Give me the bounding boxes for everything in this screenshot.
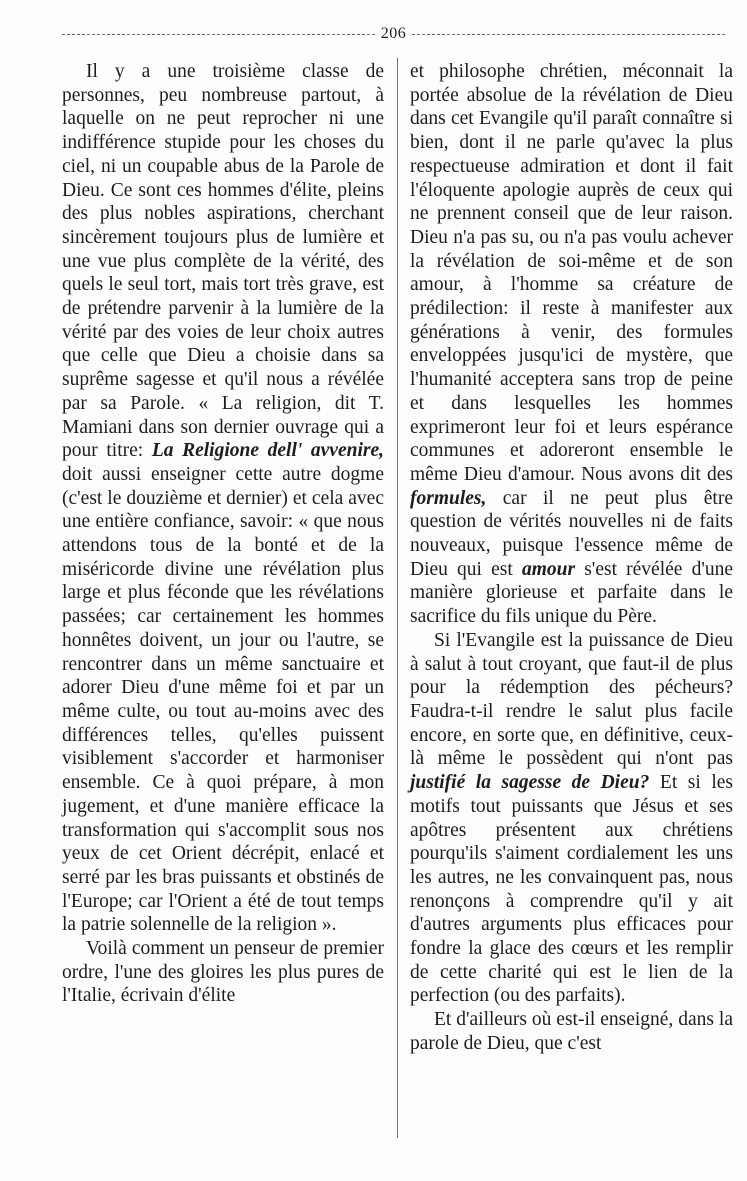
page-header xyxy=(62,24,725,44)
emphasis-justifie: justifié la sagesse de Dieu? xyxy=(410,772,650,794)
left-paragraph-1-rest: doit aussi enseigner cette autre dogme (c'est le douzième et dernier) et cela avec une entière confiance, savoir: « que nous attendons tous de la bonté et de la miséricorde divine une révélation plus large et plus féconde que les révélations passées; car certainement les hommes honnêtes doivent, un jour ou l'autre, se rencontrer dans un même sanctuaire et adorer Dieu d'une même foi et par un même culte, ou tout au-moins avec des différences telles, qu'elles puissent visiblement s'accorder et harmoniser ensemble. Ce à quoi prépare, à mon jugement, et d'une manière efficace la transformation qui s'accomplit sous nos yeux de cet Orient décrépit, enlacé et serré par les bras puissants et obstinés de l'Europe; car l'Orient a été de tout temps la patrie solennelle de la religion ». xyxy=(62,463,384,936)
right-column xyxy=(410,60,733,1056)
right-paragraph-2 xyxy=(410,629,733,1008)
page-number: 206 xyxy=(377,24,411,44)
column-divider xyxy=(397,58,398,1138)
right-paragraph-1-a: et philosophe chrétien, méconnait la portée absolue de la révélation de Dieu dans cet Evangile qu'il paraît connaître si bien, dont il ne parle qu'avec la plus respectueuse admiration et dont il fait l'éloquente apologie auprès de ceux qui ne prennent conseil que de leur raison. Dieu n'a pas su, ou n'a pas voulu achever la révélation de soi-même et de son amour, à l'homme sa créature de prédilection: il reste à manifester aux générations à venir, des formules enveloppées jusqu'ici de mystère, que l'humanité acceptera sans trop de peine et dans lesquelles les hommes exprimeront leur foi et leurs espérance communes et adoreront ensemble le même Dieu d'amour. Nous avons dit des xyxy=(410,61,733,485)
left-paragraph-1 xyxy=(62,60,384,937)
emphasis-amour: amour xyxy=(521,558,576,580)
right-paragraph-2-b: Et si les motifs tout puissants que Jésus et ses apôtres présentent aux chrétiens pourqu'ils s'aiment cordialement les uns les autres, ne les convainquent pas, nous renonçons à comprendre qu'il y ait d'autres arguments plus efficaces pour fondre la glace des cœurs et les remplir de cette charité qui est le lien de la perfection (ou des parfaits). xyxy=(410,772,734,1007)
right-paragraph-1 xyxy=(410,60,733,629)
right-paragraph-2-a: Si l'Evangile est la puissance de Dieu à salut à tout croyant, que faut-il de plus pour la rédemption des pécheurs? Faudra-t-il rendre le salut plus facile encore, en sorte que, en définitive, ceux-là même le possèdent qui n'ont pas xyxy=(410,629,733,770)
right-paragraph-1-c: s'est révélée d'une manière glorieuse et parfaite dans le sacrifice du fils unique du Père. xyxy=(410,558,733,628)
emphasis-formules: formules, xyxy=(410,487,487,509)
book-title: La Religione dell' avvenire, xyxy=(151,440,384,462)
right-paragraph-1-b: car il ne peut plus être question de vérités nouvelles ni de faits nouveaux, puisque l'essence même de Dieu qui est xyxy=(410,487,733,580)
right-paragraph-3: Et d'ailleurs où est-il enseigné, dans la parole de Dieu, que c'est xyxy=(410,1009,733,1054)
left-paragraph-1-text: Il y a une troisième classe de personnes, peu nombreuse partout, à laquelle on ne peut reprocher ni une indifférence stupide pour les choses du ciel, ni un coupable abus de la Parole de Dieu. Ce sont ces hommes d'élite, pleins des plus nobles aspirations, cherchant sincèrement toujours plus de lumière et une vue plus complète de la vérité, des quels le seul tort, mais tort très grave, est de prétendre parvenir à la lumière de la vérité par des voies de leur choix autres que celle que Dieu a choisie dans sa suprême sagesse et qu'il nous a révélée par sa Parole. « La religion, dit T. Mamiani dans son dernier ouvrage qui a pour titre: xyxy=(62,61,384,462)
left-column xyxy=(62,60,384,1008)
left-paragraph-2: Voilà comment un penseur de premier ordre, l'une des gloires les plus pures de l'Italie, écrivain d'élite xyxy=(62,938,384,1007)
